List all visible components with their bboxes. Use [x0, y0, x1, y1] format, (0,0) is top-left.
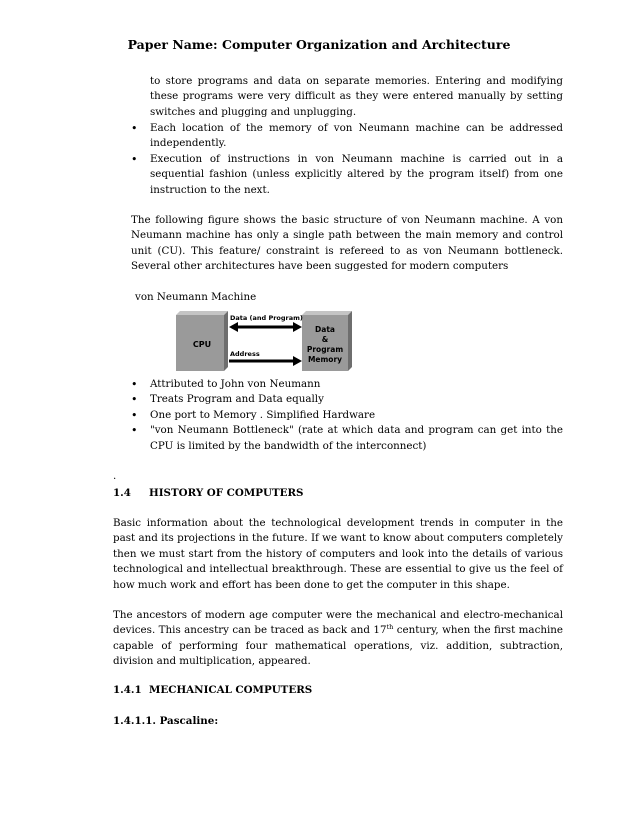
memory-label-line: Program — [306, 345, 344, 354]
memory-box-top — [302, 311, 352, 315]
list-item-text: Attributed to John von Neumann — [150, 378, 321, 390]
list-item — [131, 377, 563, 392]
list-item — [131, 121, 563, 152]
data-arrow-left-icon — [229, 322, 238, 332]
list-item — [131, 152, 563, 198]
memory-label-line: & — [321, 335, 329, 344]
cpu-box-side — [224, 311, 228, 371]
section-heading-1-4 — [113, 487, 563, 499]
memory-label-line: Memory — [307, 355, 343, 364]
list-item-text: Treats Program and Data equally — [150, 393, 324, 406]
bullet-list-figure — [131, 377, 563, 454]
cpu-label: CPU — [192, 340, 212, 349]
paragraph-structure: The following figure shows the basic structure of von Neumann machine. A von Neumann machine has only a single path between the main memory and control unit (CU). This feature/ constraint is refereed to as von Neumann bottleneck. Several other architectures have been suggested for modern computers — [131, 214, 563, 273]
data-path-label: Data (and Program) — [230, 314, 303, 322]
list-item-text: Each location of the memory of von Neumann machine can be addressed independently. — [150, 122, 563, 150]
list-item-text: Execution of instructions in von Neumann machine is carried out in a sequential fashion (unless explicitly altered by the program itself) from one instruction to the next. — [150, 152, 563, 196]
list-item — [131, 408, 563, 423]
section-heading-1-4-1 — [113, 684, 563, 696]
list-item — [131, 392, 563, 407]
page-header: Paper Name: Computer Organization and Architecture — [127, 37, 511, 52]
section-title: MECHANICAL COMPUTERS — [149, 684, 313, 696]
intro-continuation: to store programs and data on separate memories. Entering and modifying these programs were very difficult as they were entered manually by setting switches and plugging and unplugging. — [150, 75, 563, 118]
ordinal-superscript: th — [386, 623, 394, 632]
section-number: 1.4 — [113, 487, 131, 499]
figure-caption: von Neumann Machine — [135, 291, 257, 303]
data-arrow-right-icon — [293, 322, 302, 332]
stray-mark: . — [113, 470, 117, 482]
von-neumann-diagram — [176, 311, 352, 371]
address-arrow-right-icon — [293, 356, 302, 366]
list-item-text: One port to Memory . Simplified Hardware — [150, 408, 376, 421]
list-item — [131, 423, 563, 454]
history-paragraph-2-text: The ancestors of modern age computer were the mechanical and electro-mechanical devices. This ancestry can be traced as back and 17 — [113, 609, 563, 637]
subsection-heading-pascaline: 1.4.1.1. Pascaline: — [113, 715, 219, 727]
history-paragraph-2 — [113, 608, 563, 670]
address-label: Address — [230, 350, 260, 358]
list-item-text: "von Neumann Bottleneck" (rate at which data and program can get into the CPU is limited by the bandwidth of the interconnect) — [150, 424, 563, 452]
history-paragraph-2-text: century, when the first machine capable of performing four mathematical operations, viz. addition, subtraction, division and multiplication, appeared. — [113, 624, 563, 668]
history-paragraph-1: Basic information about the technological development trends in computer in the past and its projections in the future. If we want to know about computers completely then we must start from the history of computers and look into the details of various technological and intellectual breakthrough. These are essential to give us the feel of how much work and effort has been done to get the computer in this shape. — [113, 517, 563, 591]
bullet-list-top — [131, 121, 563, 198]
memory-label-line: Data — [315, 325, 335, 334]
section-title: HISTORY OF COMPUTERS — [149, 487, 304, 499]
memory-box-side — [348, 311, 352, 371]
section-number: 1.4.1 — [113, 684, 142, 696]
cpu-box-top — [176, 311, 228, 315]
